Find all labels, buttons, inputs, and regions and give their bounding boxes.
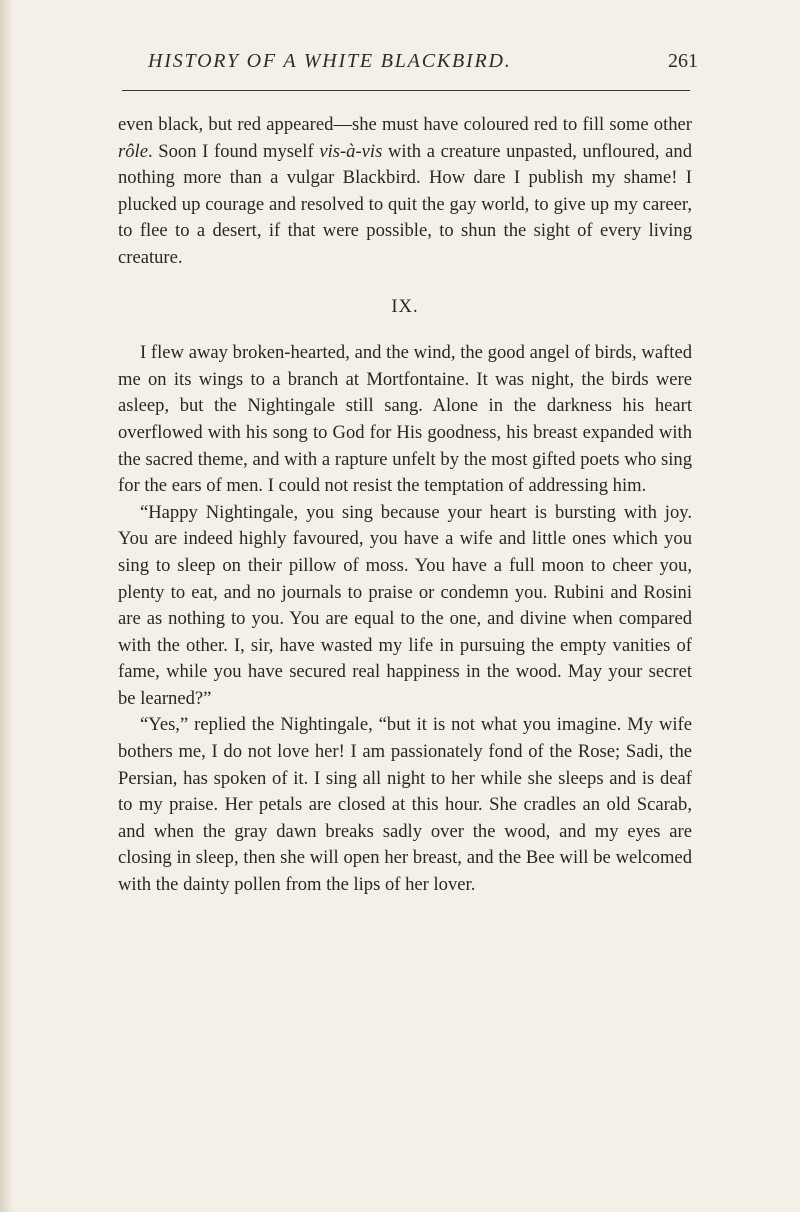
paragraph-1-part-a: even black, but red appeared—she must have coloured red to fill some other [118,114,692,135]
header-rule [122,90,690,91]
paragraph-2: I flew away broken-hearted, and the wind, the good angel of birds, wafted me on its wings to a branch at Mortfontaine. It was night, the birds were asleep, but the Nightingale still sang. Alone in the darkness his heart overflowed with his song to God for His goodness, his breast expanded with the sacred theme, and with a rapture unfelt by the most gifted poets who sing for the ears of men. I could not resist the temptation of addressing him. [118,342,692,497]
page-gutter-shadow [0,0,14,1212]
italic-vis-a-vis: vis-à-vis [319,140,383,162]
page-number: 261 [668,50,698,72]
italic-role: rôle [118,140,148,162]
paragraph-1-part-c: with a creature unpasted, unfloured, and nothing more than a vulgar Blackbird. How dare I publish my shame! I plucked up courage and resolved to quit the gay world, to give up my career, to flee to a desert, if that were possible, to shun the sight of every living creature. [118,140,692,268]
running-head [118,50,698,80]
section-heading: IX. [391,295,419,317]
paragraph-continuation [118,112,692,272]
running-title: HISTORY OF A WHITE BLACKBIRD. [148,50,512,72]
paragraph-3: “Happy Nightingale, you sing because your heart is bursting with joy. You are indeed highly favoured, you have a wife and little ones which you sing to sleep on their pillow of moss. You have a full moon to cheer you, plenty to eat, and no journals to praise or condemn you. Rubini and Rosini are as nothing to you. You are equal to the one, and divine when compared with the other. I, sir, have wasted my life in pursuing the empty vanities of fame, while you have secured real happiness in the wood. May your secret be learned?” [118,501,692,709]
paragraph-1-part-b: . Soon I found myself [147,140,320,162]
body-text [118,112,692,899]
paragraph-4: “Yes,” replied the Nightingale, “but it is not what you imagine. My wife bothers me, I do not love her! I am passionately fond of the Rose; Sadi, the Persian, has spoken of it. I sing all night to her while she sleeps and is deaf to my praise. Her petals are closed at this hour. She cradles an old Scarab, and when the gray dawn breaks sadly over the wood, and my eyes are closing in sleep, then she will open her breast, and the Bee will be welcomed with the dainty pollen from the lips of her lover. [118,714,692,896]
